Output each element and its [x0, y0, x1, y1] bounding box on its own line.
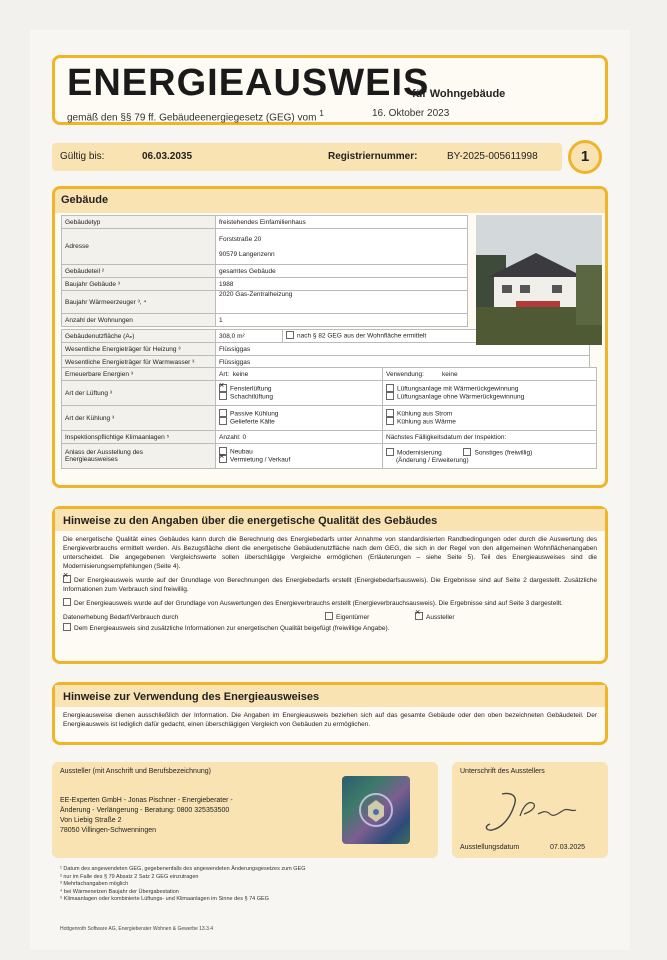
document-title: ENERGIEAUSWEIS: [67, 62, 430, 104]
erhebung-label: Datenerhebung Bedarf/Verbrauch durch: [63, 614, 179, 621]
footnote: ¹ Datum des angewendeten GEG, gegebenenfalls des angewendeten Änderungsgesetzes zum GEG: [60, 866, 306, 872]
footnote: ³ Mehrfachangaben möglich: [60, 881, 129, 887]
gebaeude-section: [52, 186, 608, 488]
hinweise-intro: Die energetische Qualität eines Gebäudes kann durch die Berechnung des Energiebedarfs unter Annahme von standardisierten Randbedingungen oder durch die Auswertung des Energieverbrauchs ermittelt werden. Als Bezugsfläche dient die energetische Gebäudenutzfläche nach dem GEG, die sich in der Regel von den allgemeinen Wohnflächenangaben unterscheidet. Die angegebenen Vergleichswerte sollen überschlägige Vergleiche ermöglichen (Erläuterungen – siehe Seite 5). Teil des Energieausweises sind die Modernisierungsempfehlungen (Seite 4).: [63, 536, 597, 570]
checkbox-icon: [219, 409, 227, 417]
table-row: Gebäudeteil ² gesamtes Gebäude: [62, 265, 468, 278]
checkbox-icon: [386, 384, 394, 392]
checkbox-icon: [325, 612, 333, 620]
issue-date-value: 07.03.2025: [550, 844, 586, 851]
footnote: ⁵ Klimaanlagen oder kombinierte Lüftungs- und Klimaanlagen im Sinne des § 74 GEG: [60, 896, 269, 902]
table-row: Baujahr Wärmeerzeuger ³, ⁴ 2020 Gas-Zentralheizung: [62, 291, 468, 314]
table-row: Anlass der Ausstellung des Energieausweises Neubau ×Vermietung / Verkauf Modernisierung Sonstiges (freiwillig) (Änderung / Erweiterung): [62, 444, 597, 469]
table-row: Erneuerbare Energien ³ Art: keine Verwendung: keine: [62, 368, 597, 381]
reg-value: BY-2025-005611998: [447, 151, 538, 162]
table-row: Adresse Forststraße 20 90579 Langenzenn: [62, 229, 468, 265]
checkbox-checked-icon: [63, 575, 71, 583]
house-photo-icon: [476, 215, 602, 345]
checkbox-icon: [63, 623, 71, 631]
footnotes: [60, 866, 306, 904]
issue-date-label: Ausstellungsdatum: [460, 844, 520, 851]
gebaeude-heading: Gebäude: [55, 189, 605, 213]
gebaeude-table: [61, 215, 468, 327]
registration-bar: [52, 143, 562, 171]
checkbox-icon: [219, 392, 227, 400]
checkbox-icon: [386, 409, 394, 417]
page-number-badge: 1: [568, 140, 602, 174]
checkbox-icon: [286, 331, 294, 339]
checkbox-icon: [386, 392, 394, 400]
checkbox-checked-icon: [219, 455, 227, 463]
valid-value: 06.03.2035: [142, 151, 193, 162]
table-row: Baujahr Gebäude ³ 1988: [62, 278, 468, 291]
signature-label: Unterschrift des Ausstellers: [460, 768, 545, 775]
checkbox-icon: [386, 417, 394, 425]
table-row: Inspektionspflichtige Klimaanlagen ⁵ Anzahl: 0 Nächstes Fälligkeitsdatum der Inspektion:: [62, 431, 597, 444]
verwendung-text: Energieausweise dienen ausschließlich der Information. Die Angaben im Energieausweis beziehen sich auf das gesamte Gebäude oder den oben bezeichneten Gebäudeteil. Der Energieausweis ist lediglich dafür gedacht, einen überschlägigen Vergleich von Gebäuden zu ermöglichen.: [63, 712, 597, 728]
hinweise-section: Hinweise zu den Angaben über die energetische Qualität des Gebäudes Die energetische Qualität eines Gebäudes kann durch die Berechnung des Energiebedarfs unter Annahme von standardisierten Randbedingungen oder durch die Auswertung des Energieverbrauchs ermittelt werden. Als Bezugsfläche dient die energetische Gebäudenutzfläche nach dem GEG, die sich in der Regel von den allgemeinen Wohnflächenangaben unterscheidet. Die angegebenen Vergleichswerte sollen überschlägige Vergleiche ermöglichen (Erläuterungen – siehe Seite 5). Teil des Energieausweises sind die Modernisierungsempfehlungen (Seite 4). ×Der Energieausweis wurde auf der Grundlage von Berechnungen des Energiebedarfs erstellt (Energiebedarfsausweis). Die Ergebnisse sind auf Seite 2 dargestellt. Zusätzliche Informationen zum Verbrauch sind freiwillig. Der Energieausweis wurde auf der Grundlage von Auswertungen des Energieverbrauchs erstellt (Energieverbrauchsausweis). Die Ergebnisse sind auf Seite 3 dargestellt. Datenerhebung Bedarf/Verbrauch durch Eigentümer × Aussteller Dem Energieausweis sind zusätzliche Informationen zur energetischen Qualität beigefügt (freiwillige Angabe).: [52, 506, 608, 664]
software-footer: Hottgenroth Software AG, Energieberater Wohnen & Gewerbe 13.3.4: [60, 926, 214, 932]
table-row: Gebäudetyp freistehendes Einfamilienhaus: [62, 216, 468, 229]
checkbox-checked-icon: [415, 612, 423, 620]
table-row: Anzahl der Wohnungen 1: [62, 314, 468, 327]
valid-label: Gültig bis:: [60, 151, 105, 162]
table-row: Gebäudenutzfläche (Aₙ) 308,0 m² nach § 82 GEG aus der Wohnfläche ermittelt: [62, 330, 590, 343]
verwendung-section: [52, 682, 608, 745]
table-row: Art der Lüftung ³ ×Fensterlüftung Schachtlüftung Lüftungsanlage mit Wärmerückgewinnung Lüftungsanlage ohne Wärmerückgewinnung: [62, 381, 597, 406]
signature-box: [452, 762, 608, 858]
hologram-seal-icon: [342, 776, 410, 844]
issuer-address: EE-Experten GmbH - Jonas Pischner - Energieberater - Änderung - Verlängerung - Beratung: 0800 325353500 Von Liebig Straße 2 78050 Villingen-Schwenningen: [60, 797, 233, 834]
footnote: ² nur im Falle des § 79 Absatz 2 Satz 2 GEG einzutragen: [60, 873, 199, 880]
option-bedarf: Der Energieausweis wurde auf der Grundlage von Berechnungen des Energiebedarfs erstellt (Energiebedarfsausweis). Die Ergebnisse sind auf Seite 2 dargestellt. Zusätzliche Informationen zum Verbrauch sind freiwillig.: [63, 577, 597, 593]
footnote: ⁴ bei Wärmenetzen Baujahr der Übergabestation: [60, 888, 179, 895]
title-box: [52, 55, 608, 125]
checkbox-icon: [463, 448, 471, 456]
option-zusatz: Dem Energieausweis sind zusätzliche Informationen zur energetischen Qualität beigefügt (freiwillige Angabe).: [74, 625, 390, 632]
reg-label: Registriernummer:: [328, 151, 418, 162]
hinweise-heading: Hinweise zu den Angaben über die energetische Qualität des Gebäudes: [55, 509, 605, 531]
law-reference: gemäß den §§ 79 ff. Gebäudeenergiegesetz (GEG) vom $^1$ 16. Oktober 2023: [67, 108, 450, 124]
law-date: 16. Oktober 2023: [372, 108, 450, 119]
checkbox-icon: [386, 448, 394, 456]
table-row: Wesentliche Energieträger für Warmwasser ³ Flüssiggas: [62, 356, 590, 369]
issuer-box: [52, 762, 438, 858]
gebaeude-table-3: [61, 367, 597, 469]
checkbox-icon: [219, 417, 227, 425]
checkbox-checked-icon: [219, 384, 227, 392]
signature-icon: [472, 784, 592, 840]
document-subtitle: für Wohngebäude: [412, 88, 506, 100]
building-photo: [476, 215, 602, 345]
table-row: Wesentliche Energieträger für Heizung ³ Flüssiggas: [62, 343, 590, 356]
verwendung-heading: Hinweise zur Verwendung des Energieausweises: [55, 685, 605, 707]
option-verbrauch: Der Energieausweis wurde auf der Grundlage von Auswertungen des Energieverbrauchs erstellt (Energieverbrauchsausweis). Die Ergebnisse sind auf Seite 3 dargestellt.: [74, 600, 563, 607]
table-row: Art der Kühlung ³ Passive Kühlung Gelieferte Kälte Kühlung aus Strom Kühlung aus Wärme: [62, 406, 597, 431]
checkbox-icon: [63, 598, 71, 606]
issuer-label: Aussteller (mit Anschrift und Berufsbezeichnung): [60, 768, 211, 775]
